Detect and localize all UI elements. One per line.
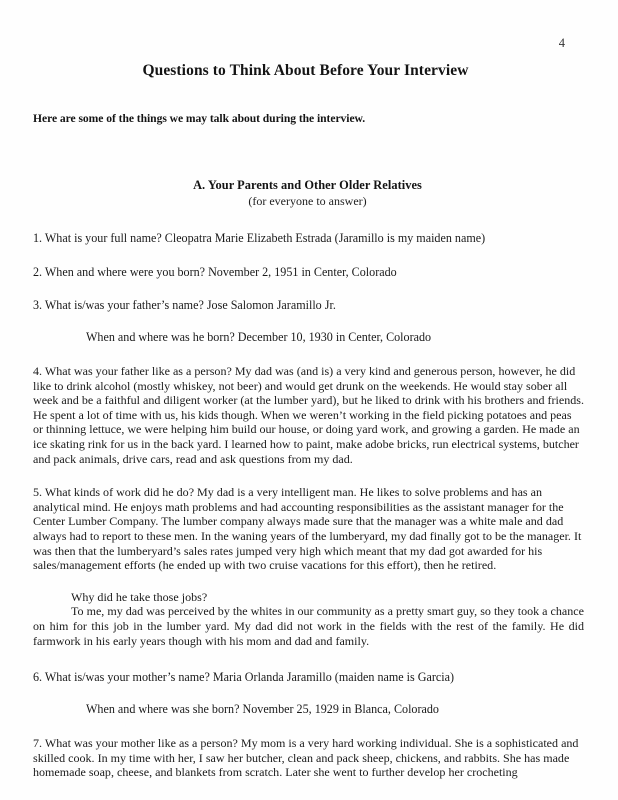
intro-statement: Here are some of the things we may talk about during the interview. <box>33 112 366 125</box>
section-heading: A. Your Parents and Other Older Relatives <box>193 178 422 192</box>
page-title: Questions to Think About Before Your Interview <box>142 62 469 79</box>
question-6: 6. What is/was your mother’s name? Maria Orlanda Jaramillo (maiden name is Garcia) <box>33 670 455 685</box>
question-5-followup-answer: To me, my dad was perceived by the whites in our community as a pretty smart guy, so they took a chance on him for this job in the lumber yard. My dad did not work in the fields with the rest of the family. He did farmwork in his early years though with his mom and dad and family. <box>33 604 584 648</box>
question-4: 4. What was your father like as a person? My dad was (and is) a very kind and generous person, however, he did like to drink alcohol (mostly whiskey, not beer) and would get drunk on the weekends. He would stay sober all week and be a faithful and diligent worker (at the lumber yard), but he liked to drink with his brothers and friends. He spent a lot of time with us, his kids though. When we weren’t working in the field picking potatoes and peas or thinning lettuce, we were helping him build our house, or doing yard work, and growing a garden. He made an ice skating rink for us in the back yard. I learned how to paint, make adobe bricks, run electrical systems, butcher and pack animals, drive cars, read and ask questions from my dad. <box>33 364 584 466</box>
question-5-followup: Why did he take those jobs? <box>71 589 208 604</box>
question-3: 3. What is/was your father’s name? Jose Salomon Jaramillo Jr. <box>33 298 336 312</box>
question-2: 2. When and where were you born? November 2, 1951 in Center, Colorado <box>33 264 397 279</box>
page-number: 4 <box>558 36 565 50</box>
section-heading-block <box>33 178 590 209</box>
question-5: 5. What kinds of work did he do? My dad is a very intelligent man. He likes to solve problems and has an analytical mind. He enjoys math problems and had accounting responsibilities as the assistant manager for the Center Lumber Company. The lumber company always made sure that the manager was a white male and dad always had to report to these men. In the waning years of the lumberyard, my dad finally got to be the manager. It was then that the lumberyard’s sales rates jumped very high which meant that my dad got awarded for his sales/management efforts (he ended up with two cruise vacations for this effort), then he retired. <box>33 485 582 573</box>
question-3-followup: When and where was he born? December 10, 1930 in Center, Colorado <box>86 329 432 344</box>
section-subheading: (for everyone to answer) <box>248 194 367 208</box>
question-list <box>33 231 590 780</box>
question-1: 1. What is your full name? Cleopatra Marie Elizabeth Estrada (Jaramillo is my maiden name) <box>33 231 486 245</box>
question-7: 7. What was your mother like as a person? My mom is a very hard working individual. She is a sophisticated and skilled cook. In my time with her, I saw her butcher, clean and pack sheep, chickens, and rabbits. She has made homemade soap, cheese, and blankets from scratch. Later she went to further develop her crocheting <box>33 736 579 780</box>
question-6-followup: When and where was she born? November 25, 1929 in Blanca, Colorado <box>86 701 439 716</box>
